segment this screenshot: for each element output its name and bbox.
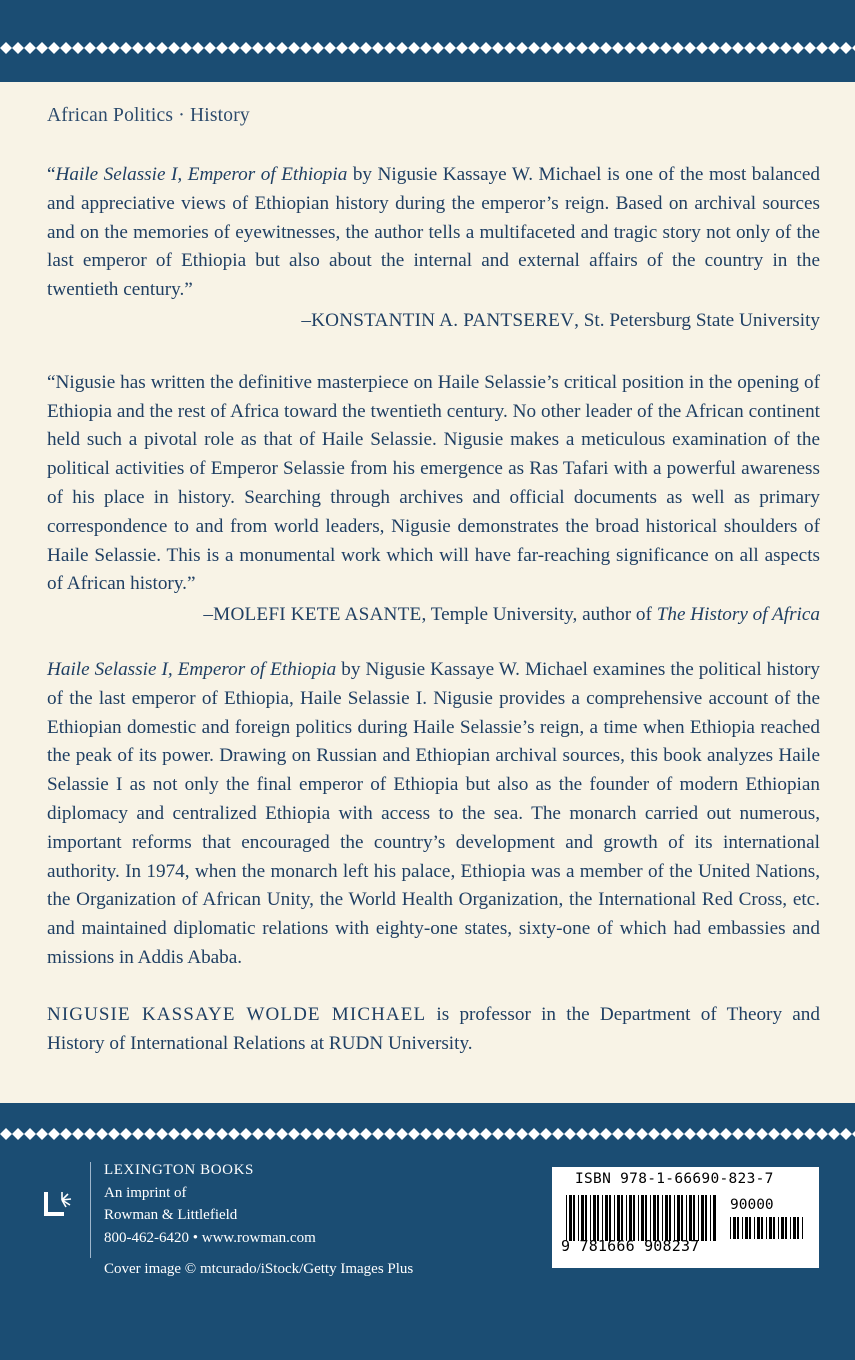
barcode-bar [590, 1195, 591, 1241]
publisher-info [104, 1159, 316, 1249]
barcode-bar [745, 1217, 748, 1239]
barcode-bar [566, 1195, 567, 1241]
barcode-bar [785, 1217, 787, 1239]
publisher-contact: 800-462-6420 • www.rowman.com [104, 1229, 316, 1246]
reviewer-affiliation: , Temple University, author of [421, 604, 657, 626]
review-quote-2: “Nigusie has written the definitive masterpiece on Haile Selassie’s critical position in the opening of Ethiopia and the rest of Africa toward the twentieth century. No other leader of the African continent held such a pivotal role as that of Haile Selassie. Nigusie makes a meticulous examination of the political activities of Emperor Selassie from his emergence as Ras Tafari with a powerful awareness of his place in history. Searching through archives and official documents as well as primary correspondence to and from world leaders, Nigusie demonstrates the broad historical shoulders of Haile Selassie. This is a monumental work which will have far-reaching significance on all aspects of African history.” [47, 371, 820, 595]
barcode-bar [730, 1217, 731, 1239]
bottom-zigzag-border [0, 1128, 855, 1140]
barcode-bar [645, 1195, 647, 1241]
barcode-bar [662, 1195, 663, 1241]
barcode-bar [701, 1195, 704, 1241]
barcode-bar [665, 1195, 668, 1241]
barcode-bar [773, 1217, 775, 1239]
barcode-bar [802, 1217, 803, 1239]
barcode-bar [677, 1195, 680, 1241]
barcode-bar [705, 1195, 707, 1241]
description-book-title: Haile Selassie I, Emperor of Ethiopia [47, 658, 337, 680]
top-decorative-band [0, 0, 855, 82]
back-cover-content [47, 105, 820, 1058]
barcode-bar [581, 1195, 584, 1241]
publisher-name: LEXINGTON BOOKS [104, 1162, 254, 1178]
barcode-bar [657, 1195, 659, 1241]
barcode-bar [742, 1217, 743, 1239]
barcode-bar [790, 1217, 791, 1239]
barcode-bar [761, 1217, 763, 1239]
review-attribution-1 [47, 307, 820, 336]
barcode-bar [669, 1195, 671, 1241]
review-quote-1: “Haile Selassie I, Emperor of Ethiopia by Nigusie Kassaye W. Michael is one of the most balanced and appreciative views of Ethiopian history during the emperor’s reign. Based on archival sources and on the memories of eyewitnesses, the author tells a multifaceted and tragic story not only of the last emperor of Ethiopia but also about the internal and external affairs of the country in the twentieth century.” [47, 164, 820, 301]
barcode-bar [650, 1195, 651, 1241]
barcode-bar [698, 1195, 699, 1241]
barcode-bar [573, 1195, 575, 1241]
barcode-bar [569, 1195, 572, 1241]
barcode-bar [710, 1195, 711, 1241]
barcode-bar [737, 1217, 739, 1239]
barcode-bar [617, 1195, 620, 1241]
barcode-bar [733, 1217, 736, 1239]
barcode-bar [686, 1195, 687, 1241]
parent-publisher: Rowman & Littlefield [104, 1207, 238, 1224]
barcode-bar [614, 1195, 615, 1241]
isbn-barcode [552, 1167, 819, 1268]
barcode-bar [653, 1195, 656, 1241]
barcode-bar [641, 1195, 644, 1241]
author-name: NIGUSIE KASSAYE WOLDE MICHAEL [47, 1003, 427, 1025]
barcode-bar [766, 1217, 767, 1239]
barcode-bar [593, 1195, 596, 1241]
barcode-bar [693, 1195, 695, 1241]
barcode-bar [674, 1195, 675, 1241]
barcode-bar [602, 1195, 603, 1241]
barcode-bar [609, 1195, 611, 1241]
barcode-bar [597, 1195, 599, 1241]
isbn-number: ISBN 978-1-66690-823-7 [575, 1171, 774, 1187]
reviewer-book-title: The History of Africa [656, 604, 820, 626]
barcode-bar [749, 1217, 751, 1239]
barcode-bar [578, 1195, 579, 1241]
barcode-bar [797, 1217, 799, 1239]
barcode-bar [778, 1217, 779, 1239]
book-description: Haile Selassie I, Emperor of Ethiopia by Nigusie Kassaye W. Michael examines the political history of the last emperor of Ethiopia, Haile Selassie I. Nigusie provides a comprehensive account of the Ethiopian domestic and foreign politics during Haile Selassie’s reign, a time when Ethiopia reached the peak of its power. Drawing on Russian and Ethiopian archival sources, this book analyzes Haile Selassie I as not only the final emperor of Ethiopia but also as the founder of modern Ethiopian diplomacy and centralized Ethiopia with access to the sea. The monarch carried out numerous, important reforms that encouraged the country’s development and growth of its international authority. In 1974, when the monarch left his palace, Ethiopia was a member of the United Nations, the Organization of African Unity, the World Health Organization, the International Red Cross, etc. and maintained diplomatic relations with eighty-one states, sixty-one of which had embassies and missions in Addis Ababa. [47, 658, 820, 968]
imprint-line: An imprint of [104, 1184, 187, 1201]
price-code: 90000 [730, 1197, 774, 1213]
barcode-bar [769, 1217, 772, 1239]
reviewer-affiliation: , St. Petersburg State University [574, 309, 820, 331]
barcode-bar [629, 1195, 632, 1241]
barcode-bar [754, 1217, 755, 1239]
barcode-bar [638, 1195, 639, 1241]
barcode-bar [689, 1195, 692, 1241]
price-barcode-bars [730, 1217, 805, 1239]
lexington-books-logo-icon [40, 1186, 74, 1220]
reviewer-name: –KONSTANTIN A. PANTSEREV [301, 309, 575, 331]
author-bio: NIGUSIE KASSAYE WOLDE MICHAEL is professor in the Department of Theory and History of International Relations at RUDN University. [47, 1003, 820, 1054]
ean-number: 9 781666 908237 [561, 1237, 700, 1255]
barcode-bar [781, 1217, 784, 1239]
barcode-bar [633, 1195, 635, 1241]
barcode-bar [626, 1195, 627, 1241]
quote-book-title: Haile Selassie I, Emperor of Ethiopia [55, 164, 348, 185]
publisher-divider [90, 1162, 91, 1258]
top-zigzag-border [0, 42, 855, 54]
barcode-bar [585, 1195, 587, 1241]
barcode-bar [793, 1217, 796, 1239]
ean-barcode-bars [566, 1195, 716, 1241]
review-attribution-2 [47, 601, 820, 630]
barcode-bar [681, 1195, 683, 1241]
barcode-bar [621, 1195, 623, 1241]
barcode-bar [757, 1217, 760, 1239]
barcode-bar [605, 1195, 608, 1241]
reviewer-name: –MOLEFI KETE ASANTE [203, 604, 422, 626]
barcode-bar [713, 1195, 716, 1241]
cover-image-credit: Cover image © mtcurado/iStock/Getty Images Plus [104, 1261, 414, 1277]
category-label: African Politics · History [47, 105, 250, 126]
